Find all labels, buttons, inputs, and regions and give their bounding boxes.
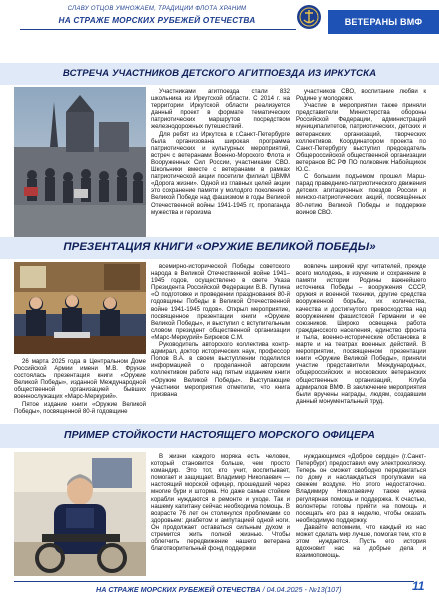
paragraph: вовлечь широкий круг читателей, прежде всего молодежь, в изучение и сохранение в памяти истории Родины важнейшего источника Победы – вооружения СССР, оружия и военной техники, другие средства вооруженной борьбы, их количества, качества и достигнутого превосходства над вооружением фашистской Германии и ее союзников. Широко освещена работа граждансского населения, единство фронта и тыла, военно-исторические обстановка в марте и на театрах военных действий. В мероприятии, посвященном презентации книги «Оружие Великой Победы», приняли участие представители Международных, общероссийских и московских ветеранских общественных организаций, Клуба адмиралов ВМФ. В заключение мероприятия были вручены награды, людям, создавшим данный монументальный труд. (296, 263, 426, 405)
header-title: НА СТРАЖЕ МОРСКИХ РУБЕЖЕЙ ОТЕЧЕСТВА (58, 15, 256, 25)
paragraph: Руководитель авторского коллектива контр-адмирал, доктор исторических наук, профессор Попов В.А. в своем выступлении поделился информацией о проделанной авторским коллективом работе над пятым изданием книги «Оружие Великой Победы». Выступающие участники мероприятия отметили, что книга призвана (151, 341, 290, 398)
section-tab: ВЕТЕРАНЫ ВМФ (328, 10, 439, 34)
article2-column-2 (151, 263, 290, 398)
footer-title (96, 585, 342, 594)
navy-veterans-emblem-icon (296, 4, 322, 30)
paragraph: В жизни каждого моряка есть человек, который становится больше, чем просто командир. Это тот, кто учит, воспитывает, помогает и защищает. Владимир Николаевич — настоящий морской офицер, прошедший через многие бури и шторма. Но даже самые стойкие корабли нуждаются в ремонте и уходе. Так и нашему капитану сейчас необходима помощь. В возрасте 76 лет он столкнулся проблемами со здоровьем: диабетом и ампутацией одной ноги. Он продолжает оставаться сильным духом и стремится жить полной жизнью. Чтобы облегчить передвижение нашего ветерана благотворительный фонд поддержки (151, 453, 290, 553)
article2-column-3 (296, 263, 426, 405)
paragraph: участников СВО, воспитание любви к Родине у молодежи. (296, 88, 426, 103)
paragraph: Участие в мероприятии также приняли представители Министерства обороны Российской Федерации, администраций муниципалитетов, патриотических, детских и ветеранских организаций, творческих коллективов. Координатором проекта по Санкт-Петербургу выступил председатель Общероссийской общественной организации ветеранов ВС РФ ПО полковник Набойщикок Ю.С. (296, 102, 426, 174)
footer-rule (14, 581, 414, 582)
footer-date: / 04.04.2025 - №13(107) (260, 585, 342, 594)
headline-agit-train: ВСТРЕЧА УЧАСТНИКОВ ДЕТСКОГО АГИТПОЕЗДА ИЗ ИРКУТСКА (62, 68, 377, 79)
paragraph: 26 марта 2025 года в Центральном Доме Российской Армии имени М.В. Фрунзе состоялась презентация книги «Оружие Великой Победы», изданной Международной общественной организацией бывших военнослужащих «Марс-Меркурий». (14, 358, 146, 401)
paragraph: Пятое издание книги «Оружие Великой Победы», посвященной 80-й годовщине (14, 400, 146, 415)
page-number: 11 (412, 579, 425, 593)
header-rule (20, 29, 296, 30)
caption-book-presentation (14, 358, 146, 415)
article3-column-3 (296, 453, 426, 559)
photo-agit-train (14, 87, 146, 237)
paragraph: нуждающимся «Доброе сердце» (г.Санкт-Петербург) предоставил ему электроколяску. Теперь он сможет свободно передвигаться по дому и наслаждаться прогулками на свежем воздухе. Но этого недостаточно. Владимиру Николаевичу также нужна регулярная помощь и поддержка. К счастью, волонтеры готовы прийти на помощь и посещать его раз в неделю, чтобы оказать необходимую поддержку. (296, 453, 426, 524)
paragraph: Для ребят из Иркутска в г.Санкт-Петербурге была организована широкая программа патриотических и культурных мероприятий, встреч с ветеранами Военно-Морского Флота и Вооруженных Сил России, участниками СВО. Школьники вместе с ветеранами в рамках патриотической акции посетили филиал ЦВММ «Дорога жизни». Одной из главных целей акции это сохранение памяти у молодого поколения о Великой Победе над фашизмом в годы Великой Отечественной войны 1941-1945 гг, пропаганда мужества и героизма (151, 130, 290, 216)
paragraph: Давайте вспомним, что каждый из нас может сделать мир лучше, помогая тем, кто в этом нуждается. Пусть его история вдохновит нас на добрые дела и взаимопомощь. (296, 523, 426, 560)
page-header (0, 0, 439, 56)
paragraph: Участниками агитпоезда стали 832 школьника из Иркутской области. С 2014 г. на территории Иркутской области реализуется данный проект в формате тематических патриотических маршрутов посредством железнодорожных путешествий. (151, 88, 290, 131)
footer-title-text: НА СТРАЖЕ МОРСКИХ РУБЕЖЕЙ ОТЕЧЕСТВА (96, 585, 261, 594)
paragraph: всемирно-исторической Победы советского народа в Великой Отечественной войне 1941–1945 годов, осуществлено в свете Указа Президента Российской Федерации В.В. Путина «О подготовке и проведении празднования 80-й годовщины Победы в Великой Отечественной войне 1941-1945 годов». Открыл мероприятие, посвященное презентации книги «Оружие Великой Победы», и выступил с вступительным словом президент общественной организации «Марс-Меркурий» Бирюков С.М. (151, 263, 290, 341)
headline-navy-officer: ПРИМЕР СТОЙКОСТИ НАСТОЯЩЕГО МОРСКОГО ОФИЦЕРА (64, 430, 375, 441)
article3-column-2 (151, 453, 290, 552)
headline-book-presentation: ПРЕЗЕНТАЦИЯ КНИГИ «ОРУЖИЕ ВЕЛИКОЙ ПОБЕДЫ» (63, 241, 376, 253)
article1-column-2 (151, 88, 290, 216)
photo-navy-officer (14, 452, 146, 576)
header-motto: СЛАВУ ОТЦОВ УМНОЖАЕМ, ТРАДИЦИИ ФЛОТА ХРАНИМ (67, 6, 247, 12)
article1-column-3 (296, 88, 426, 216)
paragraph: С большим подъемом прошел Марш-парад праведнико-патриотического движения детских агитационных поездов России и минско-патриотических акций, посвящённых 80-летию Великой Победы и поддержке воинов СВО. (296, 173, 426, 216)
photo-book-presentation (14, 262, 146, 354)
